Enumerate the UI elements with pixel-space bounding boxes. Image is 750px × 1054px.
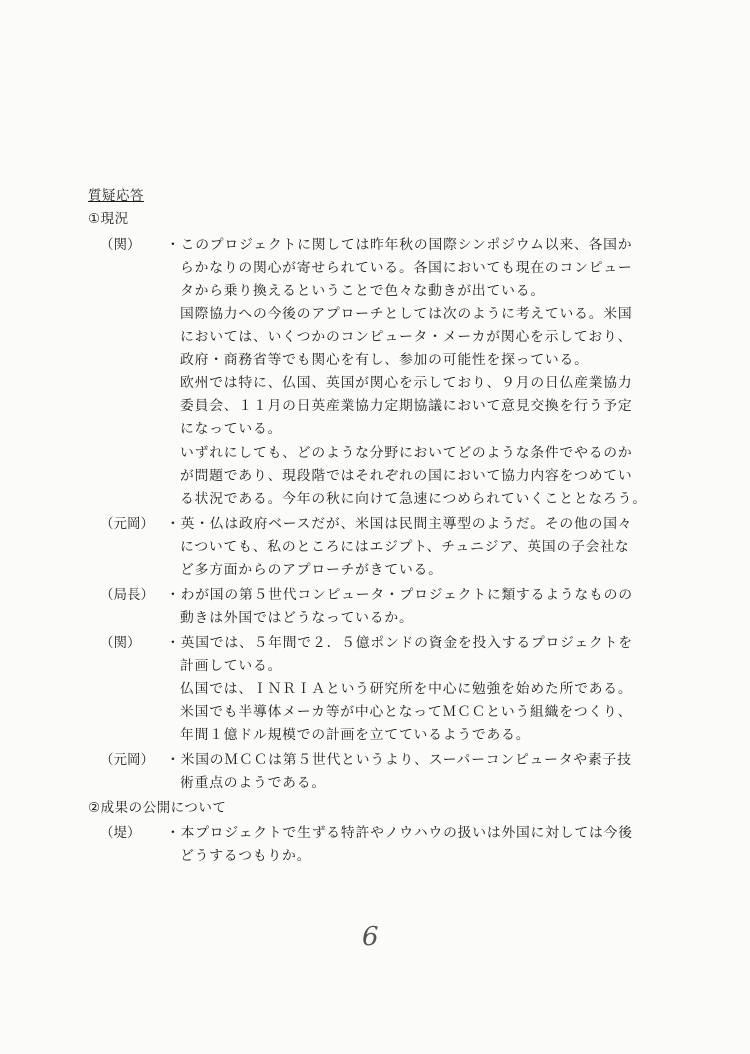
speaker-label: （関） bbox=[100, 237, 141, 253]
text-line: についても、私のところにはエジプト、チュニジア、英国の子会社な bbox=[180, 539, 630, 555]
text-line: ・本プロジェクトで生ずる特許やノウハウの扱いは外国に対しては今後 bbox=[166, 825, 633, 841]
text-line: ・米国のＭＣＣは第５世代というより、スーパーコンピュータや素子技 bbox=[166, 752, 632, 768]
text-line: 術重点のようである。 bbox=[180, 775, 326, 791]
section-publication-of-results: ②成果の公開について bbox=[88, 800, 227, 816]
text-line: 欧州では特に、仏国、英国が関心を示しており、９月の日仏産業協力 bbox=[180, 375, 633, 391]
text-line: る状況である。今年の秋に向けて急速につめられていくこととなろう。 bbox=[180, 491, 647, 507]
speaker-label: （堤） bbox=[100, 825, 141, 841]
text-line: いずれにしても、どのような分野においてどのような条件でやるのか bbox=[180, 445, 633, 461]
text-line: になっている。 bbox=[180, 421, 283, 437]
text-line: においては、いくつかのコンピュータ・メーカが関心を示しており、 bbox=[180, 329, 633, 345]
heading-qa: 質疑応答 bbox=[88, 188, 144, 204]
text-line: 動きは外国ではどうなっているか。 bbox=[180, 610, 414, 626]
text-line: ・英国では、５年間で２．５億ポンドの資金を投入するプロジェクトを bbox=[166, 635, 633, 651]
text-line: ・英・仏は政府ベースだが、米国は民間主導型のようだ。その他の国々 bbox=[166, 516, 633, 532]
text-line: 米国でも半導体メーカ等が中心となってＭＣＣという組織をつくり、 bbox=[180, 704, 633, 720]
text-line: タから乗り換えるということで色々な動きが出ている。 bbox=[180, 283, 545, 299]
text-line: らかなりの関心が寄せられている。各国においても現在のコンピュー bbox=[180, 260, 633, 276]
text-line: 政府・商務省等でも関心を有し、参加の可能性を探っている。 bbox=[180, 352, 589, 368]
text-line: 委員会、１１月の日英産業協力定期協議において意見交換を行う予定 bbox=[180, 398, 633, 414]
section-current-status: ①現況 bbox=[88, 211, 129, 227]
text-line: 国際協力への今後のアプローチとしては次のように考えている。米国 bbox=[180, 306, 633, 322]
page-number: 6 bbox=[362, 922, 379, 952]
speaker-label: （局長） bbox=[100, 587, 154, 603]
speaker-label: （元岡） bbox=[100, 752, 154, 768]
text-line: 仏国では、ＩＮＲＩＡという研究所を中心に勉強を始めた所である。 bbox=[180, 681, 633, 697]
speaker-label: （関） bbox=[100, 635, 141, 651]
text-line: 年間１億ドル規模での計画を立てているようである。 bbox=[180, 727, 531, 743]
text-line: が問題であり、現段階ではそれぞれの国において協力内容をつめてい bbox=[180, 468, 633, 484]
text-line: ど多方面からのアプローチがきている。 bbox=[180, 562, 443, 578]
text-line: どうするつもりか。 bbox=[180, 848, 312, 864]
text-line: 計画している。 bbox=[180, 658, 283, 674]
text-line: ・わが国の第５世代コンピュータ・プロジェクトに類するようなものの bbox=[166, 587, 633, 603]
text-line: ・このプロジェクトに関しては昨年秋の国際シンポジウム以来、各国か bbox=[166, 237, 633, 253]
speaker-label: （元岡） bbox=[100, 516, 154, 532]
